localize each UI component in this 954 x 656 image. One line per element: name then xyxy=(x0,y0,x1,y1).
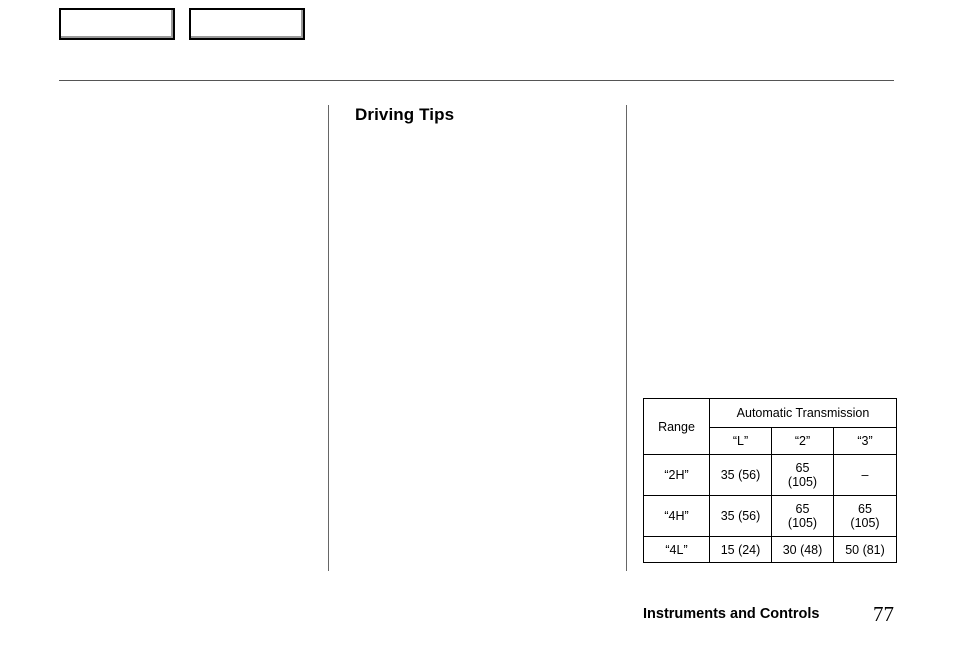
speed-cell-2 xyxy=(772,455,834,496)
table-row xyxy=(644,537,897,563)
automatic-transmission-header: Automatic Transmission xyxy=(710,399,897,428)
speed-cell-3 xyxy=(834,455,897,496)
next-page-button[interactable] xyxy=(189,8,305,40)
range-cell: “4H” xyxy=(644,496,710,537)
table-row xyxy=(644,455,897,496)
column-divider-right xyxy=(626,105,627,571)
section-title: Driving Tips xyxy=(355,105,455,124)
speed-cell-3 xyxy=(834,496,897,537)
speed-cell-l: 15 (24) xyxy=(710,537,772,563)
table-row xyxy=(644,496,897,537)
speed-cell-l: 35 (56) xyxy=(710,455,772,496)
speed-cell-2: 30 (48) xyxy=(772,537,834,563)
speed-cell-3: 50 (81) xyxy=(834,537,897,563)
speed-value-kmh: (105) xyxy=(787,475,818,489)
speed-value: – xyxy=(861,468,869,482)
speed-value: 65 xyxy=(795,502,810,516)
gear-header-2: “2” xyxy=(772,428,834,455)
speed-cell-2 xyxy=(772,496,834,537)
gear-header-3: “3” xyxy=(834,428,897,455)
gear-header-l: “L” xyxy=(710,428,772,455)
header-divider xyxy=(59,80,894,81)
column-divider-left xyxy=(328,105,329,571)
speed-value-kmh: (105) xyxy=(850,516,880,530)
page-number: 77 xyxy=(873,602,894,626)
footer-section-label: Instruments and Controls xyxy=(643,606,820,622)
range-cell: “2H” xyxy=(644,455,710,496)
range-header: Range xyxy=(644,399,710,455)
speed-value-kmh: (105) xyxy=(787,516,818,530)
speed-cell-l: 35 (56) xyxy=(710,496,772,537)
range-cell: “4L” xyxy=(644,537,710,563)
speed-value: 65 xyxy=(858,502,872,516)
max-speed-table xyxy=(643,398,897,563)
previous-page-button[interactable] xyxy=(59,8,175,40)
speed-value: 65 xyxy=(795,461,810,475)
